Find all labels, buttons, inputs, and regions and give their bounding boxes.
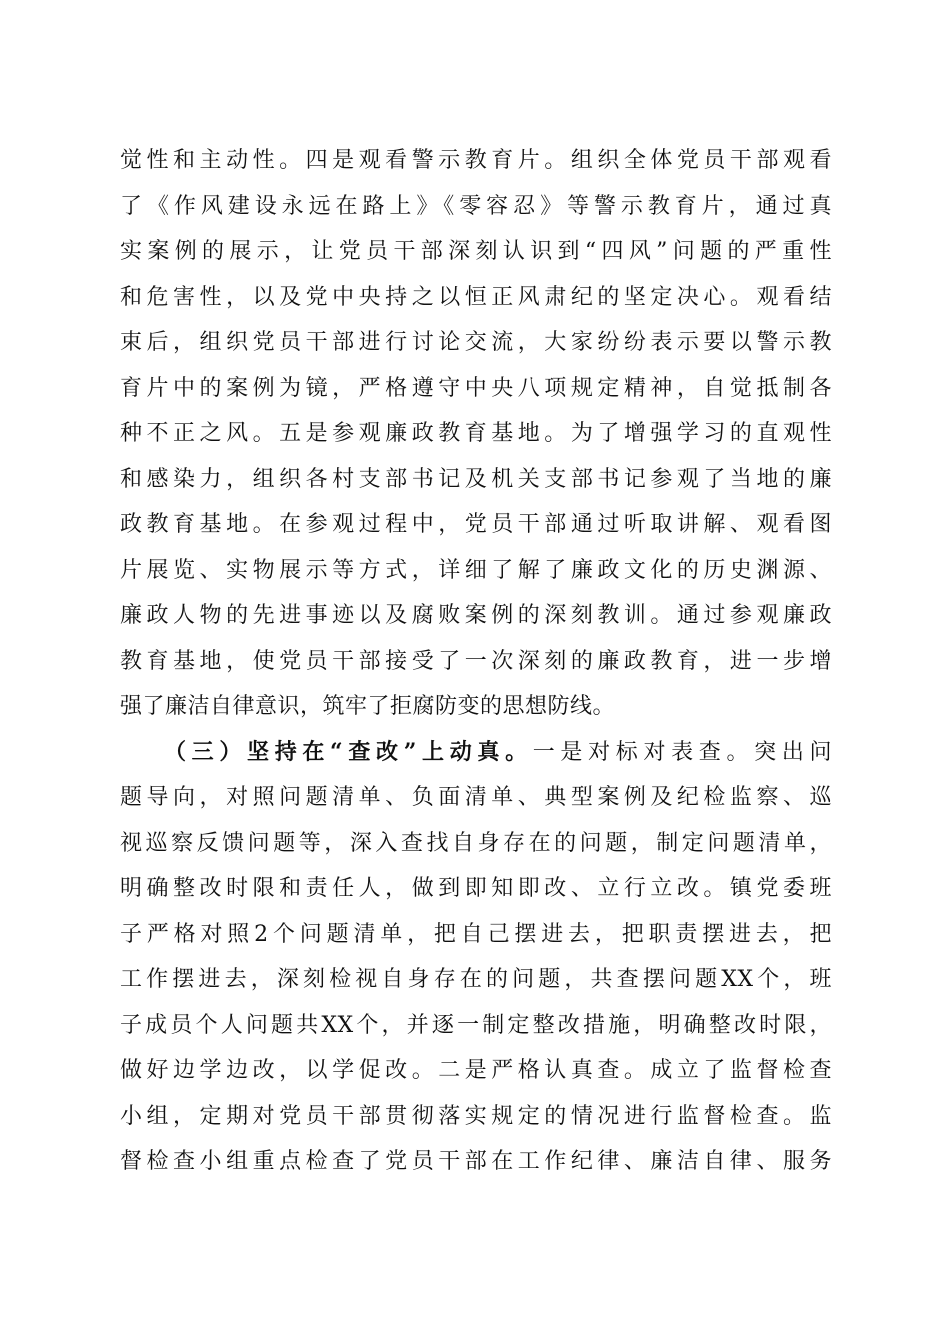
section-line: 题导向，对照问题清单、负面清单、典型案例及纪检监察、巡 — [120, 785, 832, 810]
section-first-line — [120, 730, 832, 776]
section-line: 明确整改时限和责任人，做到即知即改、立行立改。镇党委班 — [120, 876, 832, 901]
paragraph-line: 和感染力，组织各村支部书记及机关支部书记参观了当地的廉 — [120, 466, 832, 492]
paragraph-line: 觉性和主动性。四是观看警示教育片。组织全体党员干部观看 — [120, 148, 832, 173]
section-line: 工作摆进去，深刻检视自身存在的问题，共查摆问题XX个，班 — [120, 967, 832, 992]
section-heading: （三）坚持在“查改”上动真。 — [164, 738, 533, 765]
section-line: 视巡察反馈问题等，深入查找自身存在的问题，制定问题清单， — [120, 830, 832, 856]
paragraph-line: 了《作风建设永远在路上》《零容忍》等警示教育片，通过真 — [120, 193, 832, 219]
section-line: 小组，定期对党员干部贯彻落实规定的情况进行监督检查。监 — [120, 1103, 832, 1129]
section-line: 督检查小组重点检查了党员干部在工作纪律、廉洁自律、服务 — [120, 1149, 832, 1174]
document-body — [120, 138, 832, 1185]
paragraph-line: 教育基地，使党员干部接受了一次深刻的廉政教育，进一步增 — [120, 648, 832, 674]
paragraph-line: 强了廉洁自律意识，筑牢了拒腐防变的思想防线。 — [120, 694, 616, 719]
paragraph-line: 束后，组织党员干部进行讨论交流，大家纷纷表示要以警示教 — [120, 330, 832, 355]
section-line: 做好边学边改，以学促改。二是严格认真查。成立了监督检查 — [120, 1058, 832, 1083]
section-line: 子成员个人问题共XX个，并逐一制定整改措施，明确整改时限， — [120, 1012, 832, 1038]
paragraph-line: 种不正之风。五是参观廉政教育基地。为了增强学习的直观性 — [120, 421, 832, 446]
section-first-line-text: 一是对标对表查。突出问 — [532, 739, 832, 765]
section-line: 子严格对照2个问题清单，把自己摆进去，把职责摆进去，把 — [120, 921, 832, 947]
paragraph-line: 政教育基地。在参观过程中，党员干部通过听取讲解、观看图 — [120, 512, 832, 537]
paragraph-line: 廉政人物的先进事迹以及腐败案例的深刻教训。通过参观廉政 — [120, 603, 832, 628]
paragraph-line: 育片中的案例为镜，严格遵守中央八项规定精神，自觉抵制各 — [120, 375, 832, 401]
paragraph-line: 实案例的展示，让党员干部深刻认识到“四风”问题的严重性 — [120, 239, 832, 264]
paragraph-line: 和危害性，以及党中央持之以恒正风肃纪的坚定决心。观看结 — [120, 284, 832, 310]
paragraph-line: 片展览、实物展示等方式，详细了解了廉政文化的历史渊源、 — [120, 557, 832, 583]
